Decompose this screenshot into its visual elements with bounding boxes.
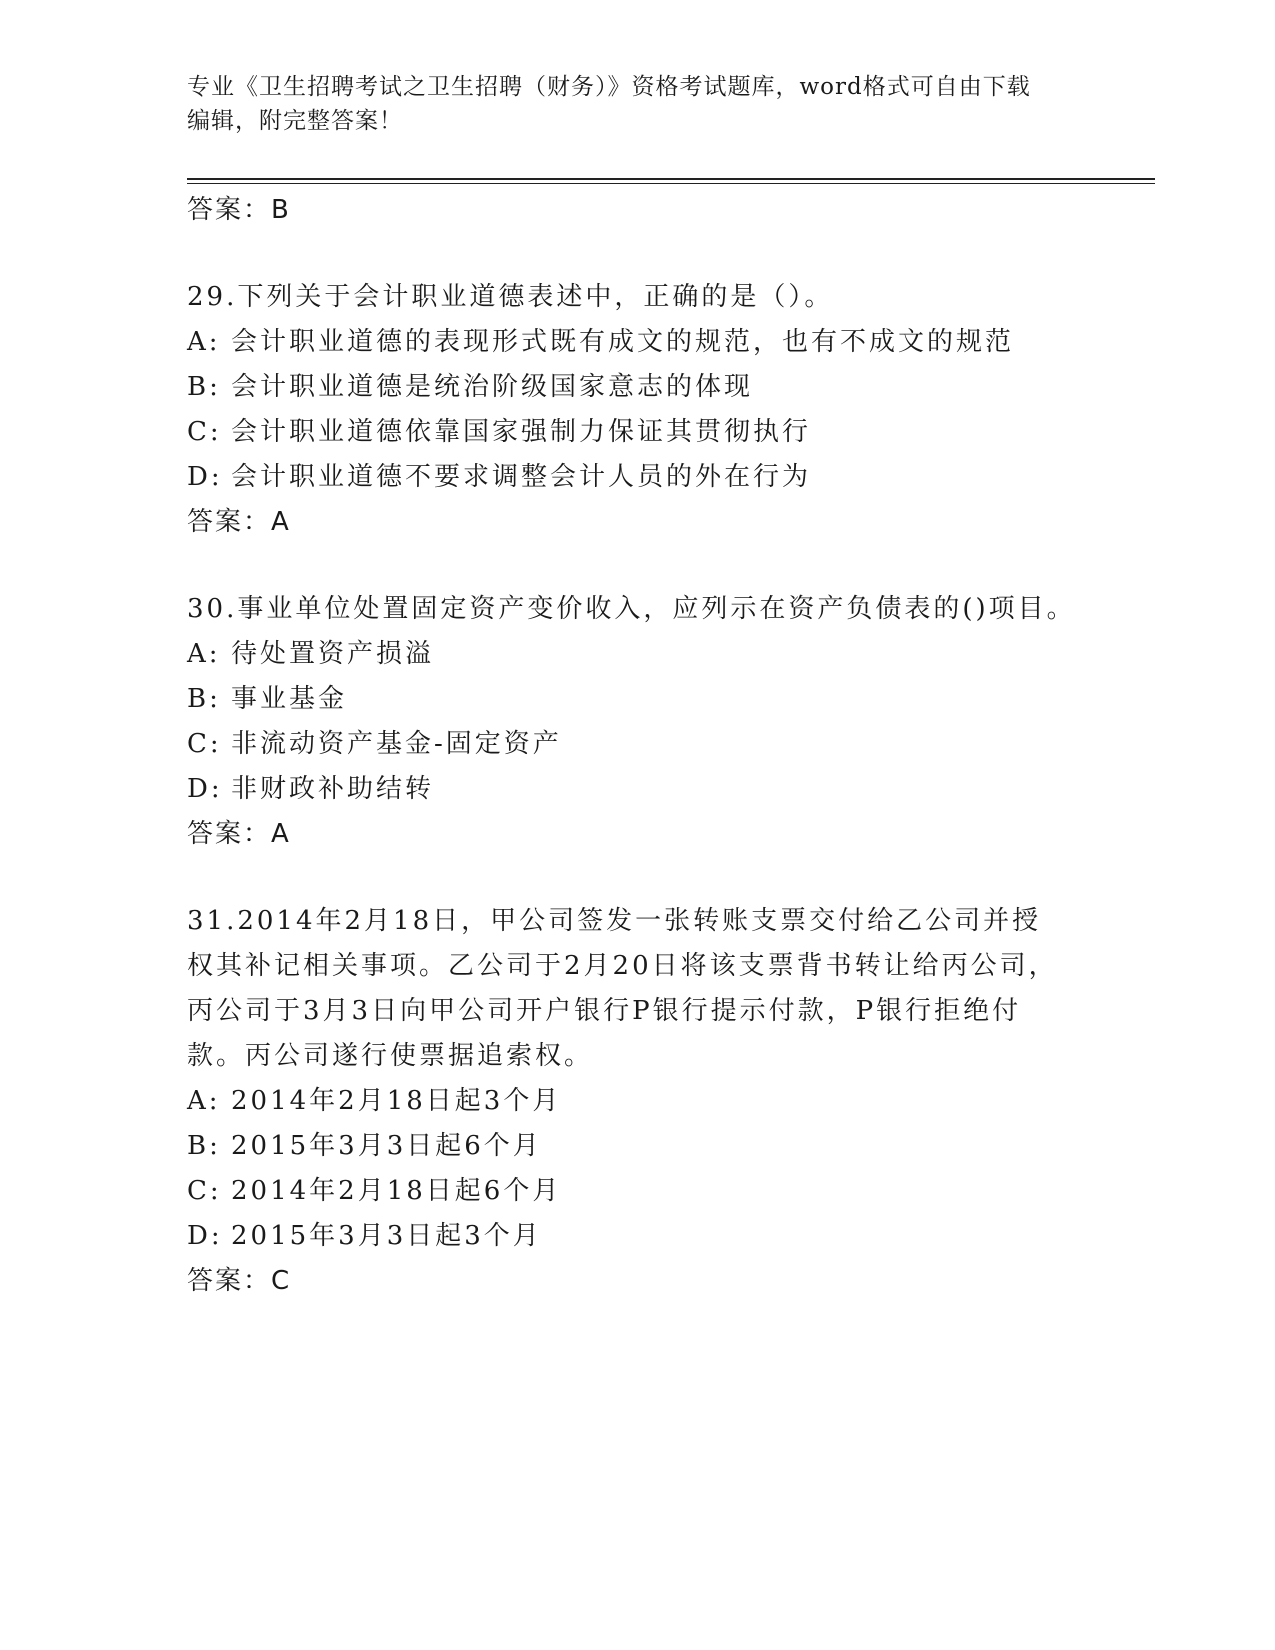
option-c bbox=[187, 1169, 1067, 1214]
option-text: 会计职业道德不要求调整会计人员的外在行为 bbox=[231, 462, 812, 492]
option-label: A: bbox=[187, 327, 221, 357]
option-c bbox=[187, 410, 1067, 455]
option-text: 2014年2月18日起3个月 bbox=[231, 1086, 562, 1116]
spacer bbox=[187, 233, 1067, 275]
question-30 bbox=[187, 587, 1076, 857]
document-header bbox=[187, 70, 1067, 138]
option-label: B: bbox=[187, 684, 221, 714]
option-text: 事业基金 bbox=[231, 684, 348, 714]
option-b bbox=[187, 677, 1067, 722]
header-line-1: 专业《卫生招聘考试之卫生招聘（财务）》资格考试题库，word格式可自由下载 bbox=[187, 74, 1031, 100]
option-text: 非流动资产基金-固定资产 bbox=[231, 729, 562, 759]
option-text: 会计职业道德是统治阶级国家意志的体现 bbox=[231, 372, 754, 402]
question-stem: 31.2014年2月18日，甲公司签发一张转账支票交付给乙公司并授权其补记相关事项。乙公司于2月20日将该支票背书转让给丙公司，丙公司于3月3日向甲公司开户银行P银行提示付款，P银行拒绝付款。丙公司遂行使票据追索权。 bbox=[187, 906, 1058, 1071]
option-b bbox=[187, 365, 1067, 410]
question-list bbox=[187, 188, 1076, 1304]
option-c bbox=[187, 722, 1067, 767]
option-label: D: bbox=[187, 462, 223, 492]
option-b bbox=[187, 1124, 1067, 1169]
previous-answer: 答案：B bbox=[187, 195, 291, 225]
question-31 bbox=[187, 899, 1067, 1304]
option-label: A: bbox=[187, 1086, 221, 1116]
option-a bbox=[187, 320, 1067, 365]
option-label: D: bbox=[187, 774, 223, 804]
answer: 答案：C bbox=[187, 1266, 292, 1296]
option-text: 2014年2月18日起6个月 bbox=[231, 1176, 562, 1206]
option-label: D: bbox=[187, 1221, 223, 1251]
option-label: B: bbox=[187, 372, 221, 402]
option-text: 非财政补助结转 bbox=[231, 774, 435, 804]
option-text: 会计职业道德的表现形式既有成文的规范，也有不成文的规范 bbox=[231, 327, 1015, 357]
header-divider bbox=[187, 178, 1155, 184]
answer: 答案：A bbox=[187, 819, 291, 849]
option-d bbox=[187, 1214, 1067, 1259]
spacer bbox=[187, 545, 1067, 587]
option-label: C: bbox=[187, 417, 222, 447]
option-d bbox=[187, 455, 1067, 500]
option-label: C: bbox=[187, 1176, 222, 1206]
option-text: 2015年3月3日起3个月 bbox=[231, 1221, 542, 1251]
option-label: C: bbox=[187, 729, 222, 759]
option-text: 待处置资产损溢 bbox=[231, 639, 435, 669]
option-a bbox=[187, 632, 1067, 677]
question-29 bbox=[187, 275, 1067, 545]
question-stem: 30.事业单位处置固定资产变价收入，应列示在资产负债表的()项目。 bbox=[187, 594, 1076, 624]
option-a bbox=[187, 1079, 1067, 1124]
option-d bbox=[187, 767, 1067, 812]
spacer bbox=[187, 857, 1067, 899]
answer: 答案：A bbox=[187, 507, 291, 537]
option-label: B: bbox=[187, 1131, 221, 1161]
option-text: 2015年3月3日起6个月 bbox=[231, 1131, 542, 1161]
option-label: A: bbox=[187, 639, 221, 669]
header-line-2: 编辑，附完整答案！ bbox=[187, 108, 403, 134]
option-text: 会计职业道德依靠国家强制力保证其贯彻执行 bbox=[231, 417, 812, 447]
question-stem: 29.下列关于会计职业道德表述中，正确的是（）。 bbox=[187, 282, 834, 312]
